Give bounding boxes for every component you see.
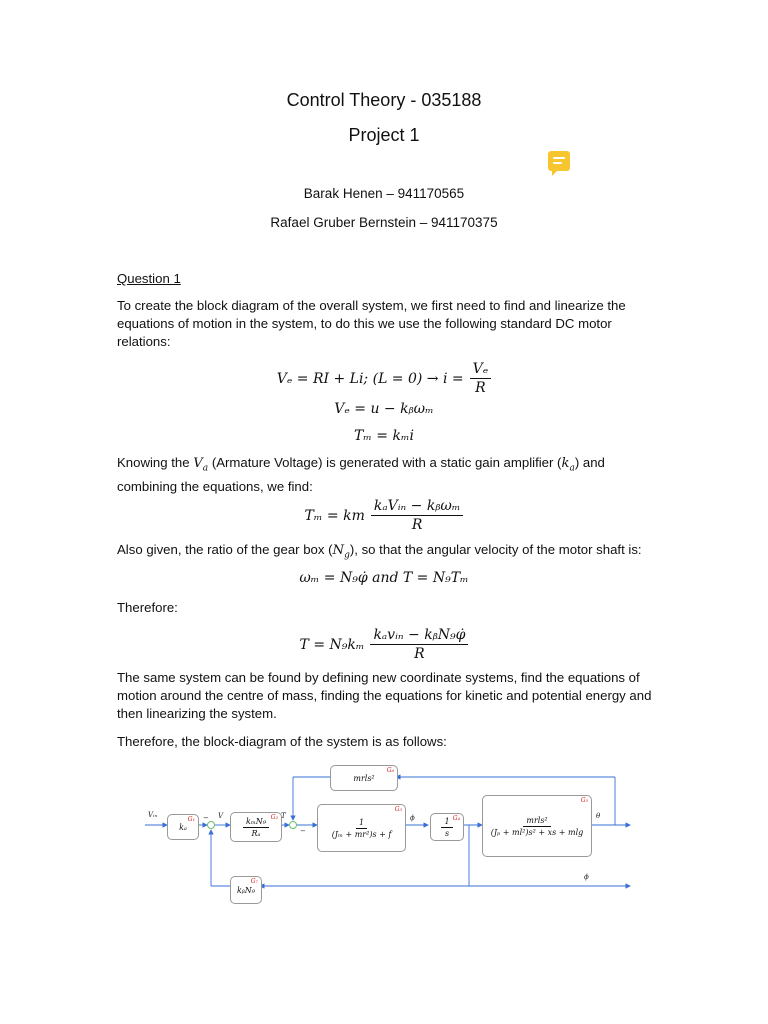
g2-denominator: Rₐ <box>251 828 261 838</box>
label-t: T <box>281 812 286 820</box>
g1-gain-label: G₁ <box>187 816 195 823</box>
equation-5: ωₘ = N₉φ̇ and T = N₉Tₘ <box>299 570 469 586</box>
eq1-numerator: Vₑ <box>470 361 492 379</box>
g4-denominator: s <box>444 828 450 838</box>
summing-junction-2 <box>290 822 297 829</box>
block-g3 <box>317 804 406 852</box>
g6-transfer-function: mrls² <box>353 773 375 783</box>
label-phi-1: ϕ <box>410 814 415 822</box>
label-minus-1: − <box>203 814 209 822</box>
label-vin: Vᵢₙ <box>148 811 158 819</box>
eq6-numerator: kₐvᵢₙ − kᵦN₉φ̇ <box>370 627 468 645</box>
question-heading: Question 1 <box>117 271 181 286</box>
g2-numerator: kₘN₉ <box>243 817 269 828</box>
block-g4 <box>430 813 464 841</box>
g7-transfer-function: kᵦN₉ <box>237 885 255 895</box>
g3-denominator: (Jₘ + mr²)s + f <box>331 829 392 839</box>
project-title: Project 1 <box>348 125 420 145</box>
eq4-denominator: R <box>411 517 423 533</box>
g5-denominator: (Jₚ + ml²)s² + xs + mlg <box>490 827 584 837</box>
paragraph-intro: To create the block diagram of the overall system, we first need to find and linearize the equations of motion in the system, to do this we use the following standard DC motor relations: <box>117 298 626 349</box>
document-title: Control Theory - 035188 <box>286 90 482 110</box>
label-v: V <box>218 812 224 820</box>
eq1-denominator: R <box>475 380 486 396</box>
equation-2: Vₑ = u − kᵦωₘ <box>334 401 434 417</box>
g1-transfer-function: kₐ <box>179 822 187 832</box>
paragraph-armature: Knowing the $V_a$ (Armature Voltage) is generated with a static gain amplifier $(k_a)$ and combining the equations, we find: <box>117 455 605 494</box>
g3-gain-label: G₃ <box>394 806 402 813</box>
g2-gain-label: G₂ <box>270 814 278 821</box>
eq1-left: Vₑ = RI + Li; (L = 0) → i = <box>276 370 464 387</box>
eq4-numerator: kₐVᵢₙ − kᵦωₘ <box>371 498 464 516</box>
block-diagram <box>140 762 636 904</box>
g6-gain-label: G₆ <box>386 767 394 774</box>
paragraph-gearbox: Also given, the ratio of the gear box $(N_g)$, so that the angular velocity of the motor shaft is: <box>117 542 642 561</box>
g7-gain-label: G₇ <box>250 878 258 885</box>
block-g5 <box>482 795 592 857</box>
equation-6 <box>0 627 768 662</box>
block-g7 <box>230 876 262 904</box>
equation-1 <box>0 361 768 396</box>
paragraph-coordinates: The same system can be found by defining new coordinate systems, find the equations of motion around the centre of mass, finding the equations for kinetic and potential energy and then linearizing the system. <box>117 670 652 721</box>
g4-gain-label: G₄ <box>452 815 460 822</box>
label-minus-2: − <box>300 827 306 835</box>
paragraph-therefore: Therefore: <box>117 600 178 615</box>
author-2: Rafael Gruber Bernstein – 941170375 <box>270 215 498 230</box>
eq4-left: Tₘ = km <box>304 507 365 524</box>
block-g6 <box>330 765 398 791</box>
g5-gain-label: G₅ <box>580 797 588 804</box>
comment-icon[interactable] <box>548 151 570 171</box>
block-g1 <box>167 814 199 840</box>
label-phi-2: ϕ <box>584 873 589 881</box>
g5-numerator: mrls² <box>523 816 550 827</box>
eq6-left: T = N₉kₘ <box>299 636 365 653</box>
equation-4 <box>0 498 768 533</box>
block-g2 <box>230 812 282 842</box>
g4-numerator: 1 <box>441 817 452 828</box>
equation-3: Tₘ = kₘi <box>353 428 415 444</box>
g3-numerator: 1 <box>356 818 367 829</box>
label-theta: θ <box>596 812 601 820</box>
paragraph-block-diagram: Therefore, the block-diagram of the system is as follows: <box>117 734 447 749</box>
summing-junction-1 <box>208 822 215 829</box>
eq6-denominator: R <box>414 646 425 662</box>
author-1: Barak Henen – 941170565 <box>303 186 465 201</box>
